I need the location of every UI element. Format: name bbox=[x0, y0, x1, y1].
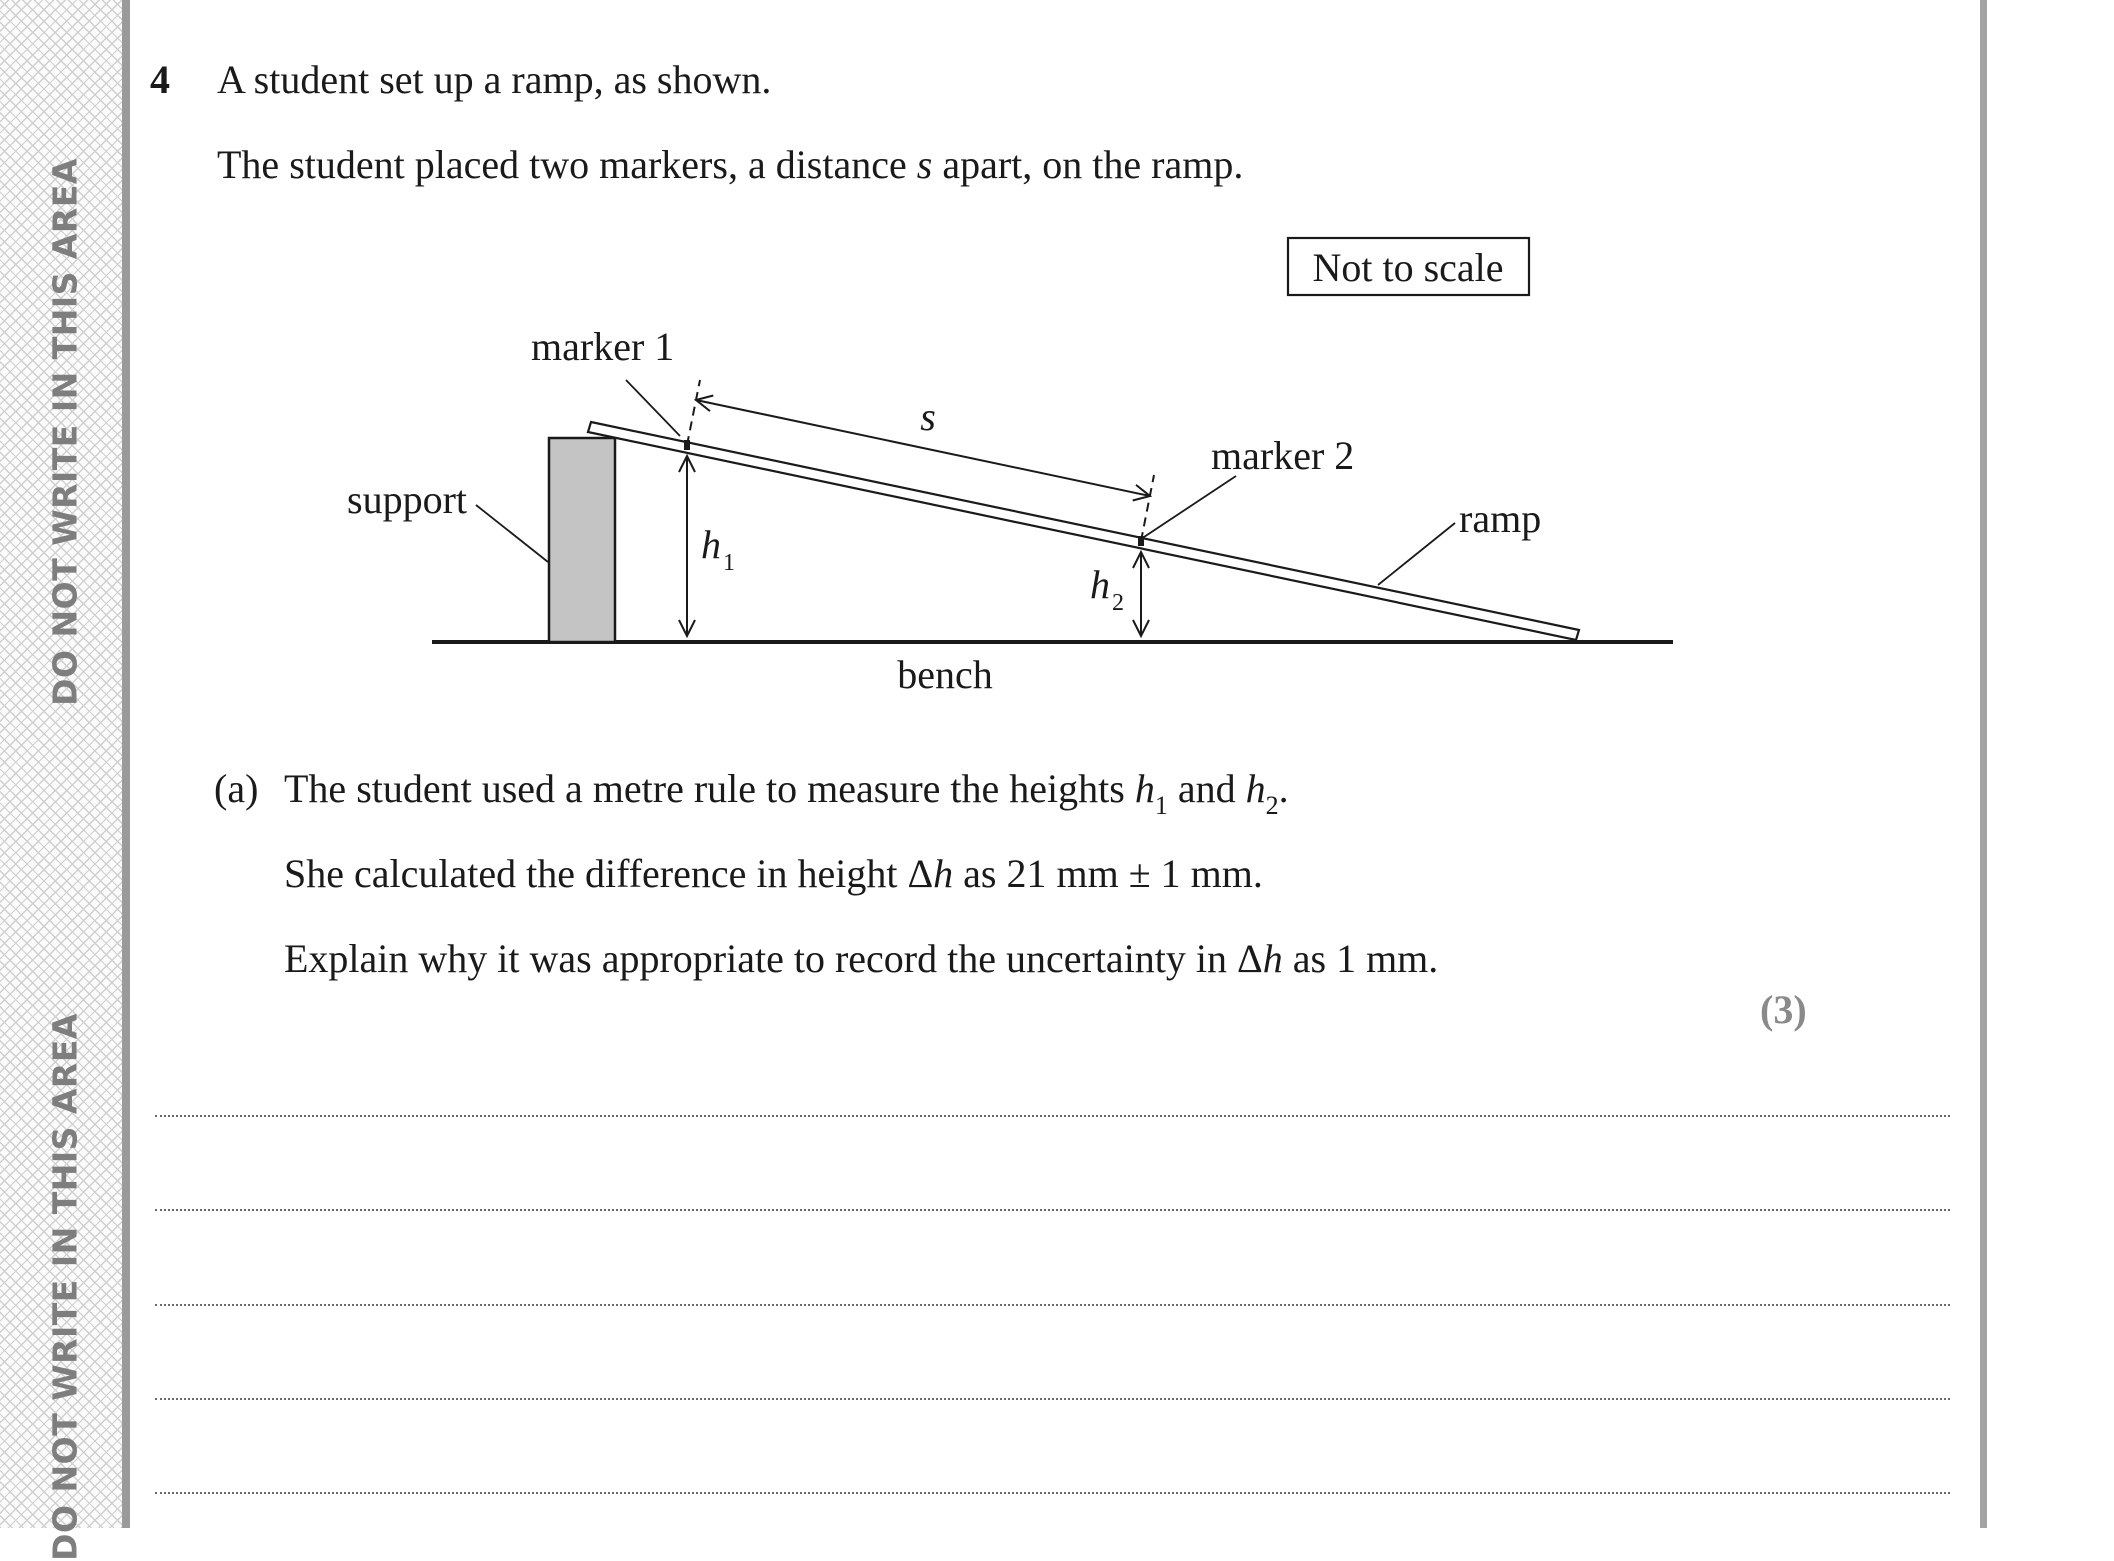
ramp-diagram bbox=[0, 0, 2114, 720]
part-a-label: (a) bbox=[214, 766, 259, 811]
answer-line[interactable] bbox=[155, 1209, 1950, 1211]
var-h2: h bbox=[1245, 766, 1266, 811]
answer-line[interactable] bbox=[155, 1115, 1950, 1117]
marker-1-extension-line bbox=[687, 380, 700, 445]
h1-letter: h bbox=[701, 522, 721, 567]
answer-line[interactable] bbox=[155, 1304, 1950, 1306]
support-block bbox=[549, 438, 615, 642]
part-a-line-2: She calculated the difference in height Δh as 21 mm ± 1 mm. bbox=[284, 851, 1263, 896]
var-h: h bbox=[933, 851, 954, 896]
h2-sub: 2 bbox=[1265, 791, 1279, 820]
h1-sub: 1 bbox=[1154, 791, 1168, 820]
marker-2-label: marker 2 bbox=[1211, 433, 1355, 478]
marks-allocation: (3) bbox=[1760, 987, 1807, 1032]
h1-subscript: 1 bbox=[723, 550, 735, 576]
h2-subscript: 2 bbox=[1112, 590, 1124, 616]
height-h2-label bbox=[1090, 562, 1124, 616]
support-leader bbox=[476, 505, 548, 562]
answer-line[interactable] bbox=[155, 1398, 1950, 1400]
variable-s: s bbox=[916, 142, 933, 187]
not-to-scale-label: Not to scale bbox=[1312, 245, 1504, 290]
part-a-line-3: Explain why it was appropriate to record the uncertainty in Δh as 1 mm. bbox=[284, 936, 1439, 981]
ramp-leader bbox=[1378, 523, 1455, 585]
marker-2-leader bbox=[1144, 476, 1236, 537]
question-intro-1: A student set up a ramp, as shown. bbox=[217, 57, 772, 102]
marker-1-label: marker 1 bbox=[531, 324, 675, 369]
intro-2-part-b: apart, on the ramp. bbox=[932, 142, 1244, 187]
marker-1-leader bbox=[626, 380, 680, 436]
support-label: support bbox=[347, 477, 467, 522]
var-h1: h bbox=[1134, 766, 1155, 811]
distance-s-label: s bbox=[920, 394, 936, 439]
answer-line[interactable] bbox=[155, 1492, 1950, 1494]
height-h1-label bbox=[701, 522, 735, 576]
var-h: h bbox=[1262, 936, 1283, 981]
margin-warning-bottom: DO NOT WRITE IN THIS AREA bbox=[45, 1013, 85, 1561]
question-number: 4 bbox=[150, 57, 170, 102]
intro-2-part-a: The student placed two markers, a distance bbox=[217, 142, 917, 187]
part-a-line-1: The student used a metre rule to measure the heights $h_1$ and $h_2$. bbox=[284, 766, 1289, 820]
ramp-plank bbox=[588, 422, 1579, 640]
margin-warning-top: DO NOT WRITE IN THIS AREA bbox=[45, 158, 85, 706]
bench-label: bench bbox=[897, 652, 993, 697]
ramp-label: ramp bbox=[1459, 496, 1542, 541]
h2-letter: h bbox=[1090, 562, 1110, 607]
